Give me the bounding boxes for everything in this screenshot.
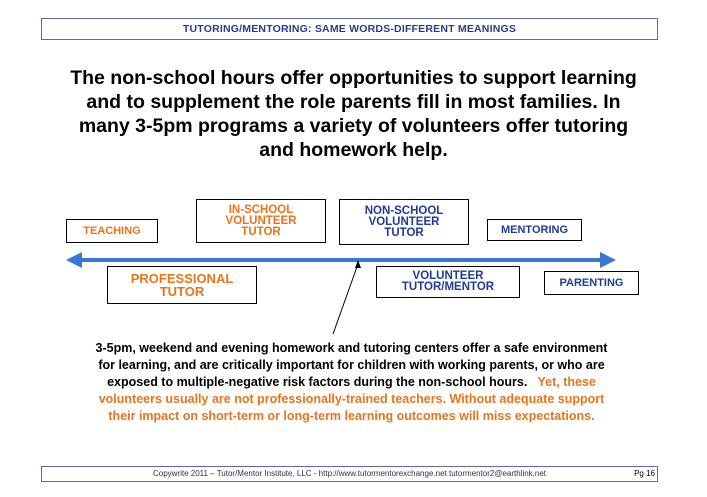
intro-text: The non-school hours offer opportunities to support learning and to supplement the role parents fill in most families. In many 3-5pm programs a variety of volunteers offer tutoring and homework help. [70,67,637,161]
teaching-box [66,219,158,243]
professional-tutor-box [107,266,257,304]
page-number: Pg 16 [634,469,655,478]
professional-tutor-label: PROFESSIONAL TUTOR [130,271,234,299]
mentoring-box [487,219,582,241]
page-footer [41,466,658,482]
body-orange-text: Yet, these volunteers usually are not professionally-trained teachers. Without adequate support their impact on short-term or long-term learning outcomes will miss expectations. [98,375,605,423]
volunteer-tutor-mentor-box [376,266,520,298]
body-text [88,340,615,425]
body-black-text: 3-5pm, weekend and evening homework and tutoring centers offer a safe environment for learning, and are critically important for children with working parents, or who are exposed to multiple-negative risk factors during the non-school hours. [95,341,608,389]
page-header: TUTORING/MENTORING: SAME WORDS-DIFFERENT MEANINGS [41,18,658,40]
parenting-box [544,271,639,295]
non-school-tutor-label: NON-SCHOOL VOLUNTEER TUTOR [364,204,444,239]
parenting-label: PARENTING [559,277,624,289]
mentoring-label: MENTORING [500,224,569,236]
volunteer-tutor-mentor-label: VOLUNTEER TUTOR/MENTOR [401,270,495,293]
non-school-tutor-box [339,199,469,245]
footer-text: Copywrite 2011 – Tutor/Mentor Institute, LLC - http://www.tutormentorexchange.net tutormentor2@earthlink.net [152,469,547,478]
teaching-label: TEACHING [83,225,141,237]
in-school-tutor-label: IN-SCHOOL VOLUNTEER TUTOR [225,203,297,238]
in-school-tutor-box [196,199,326,243]
pointer-line [325,258,365,338]
